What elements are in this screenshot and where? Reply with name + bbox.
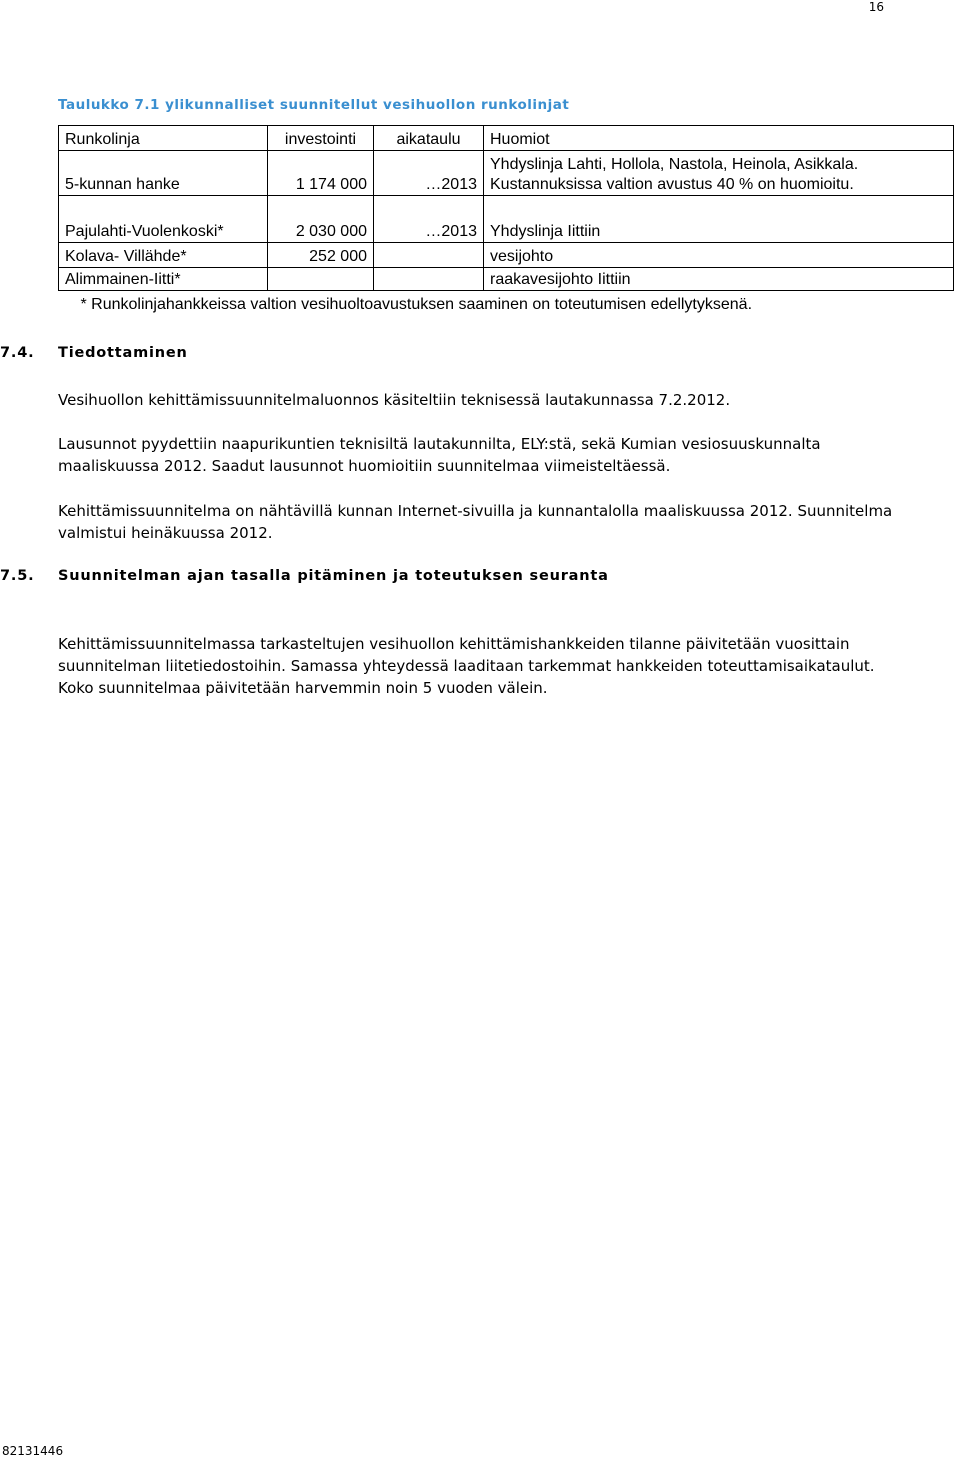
cell-huomiot <box>484 151 954 196</box>
cell-investointi: 252 000 <box>268 243 374 268</box>
header-investointi: investointi <box>268 126 374 151</box>
section-number: 7.4. <box>0 345 35 361</box>
cell-runkolinja: Pajulahti-Vuolenkoski* <box>59 196 268 243</box>
paragraph: Kehittämissuunnitelma on nähtävillä kunnan Internet-sivuilla ja kunnantalolla maaliskuussa 2012. Suunnitelma valmistui heinäkuussa 2012. <box>58 502 893 542</box>
cell-runkolinja: 5-kunnan hanke <box>59 151 268 196</box>
section-heading-7-5 <box>0 568 609 584</box>
table-row <box>59 268 954 291</box>
paragraph: Vesihuollon kehittämissuunnitelmaluonnos käsiteltiin teknisessä lautakunnassa 7.2.2012. <box>58 391 731 409</box>
paragraph: Lausunnot pyydettiin naapurikuntien teknisiltä lautakunnilta, ELY:stä, sekä Kumian vesiosuuskunnalta maaliskuussa 2012. Saadut lausunnot huomioitiin suunnitelmaa viimeisteltäessä. <box>58 435 821 475</box>
cell-huomiot: raakavesijohto Iittiin <box>484 268 954 291</box>
section-title: Tiedottaminen <box>58 345 188 361</box>
runkolinjat-table <box>58 125 954 315</box>
cell-investointi: 2 030 000 <box>268 196 374 243</box>
cell-runkolinja: Alimmainen-Iitti* <box>59 268 268 291</box>
section-number: 7.5. <box>0 568 35 584</box>
cell-investointi <box>268 268 374 291</box>
page-number: 16 <box>868 0 884 14</box>
table-caption: Taulukko 7.1 ylikunnalliset suunnitellut vesihuollon runkolinjat <box>58 97 570 113</box>
table-footnote-row <box>59 291 954 316</box>
cell-investointi: 1 174 000 <box>268 151 374 196</box>
cell-aikataulu <box>374 243 484 268</box>
cell-aikataulu <box>374 268 484 291</box>
cell-aikataulu: …2013 <box>374 151 484 196</box>
table-footnote: * Runkolinjahankkeissa valtion vesihuoltoavustuksen saaminen on toteutumisen edellytyksenä. <box>80 296 753 313</box>
table-row <box>59 243 954 268</box>
header-aikataulu: aikataulu <box>374 126 484 151</box>
header-huomiot: Huomiot <box>484 126 954 151</box>
table-header-row <box>59 126 954 151</box>
table-row <box>59 196 954 243</box>
cell-aikataulu: …2013 <box>374 196 484 243</box>
header-runkolinja: Runkolinja <box>59 126 268 151</box>
paragraph: Kehittämissuunnitelmassa tarkasteltujen vesihuollon kehittämishankkeiden tilanne päivitetään vuosittain suunnitelman liitetiedostoihin. Samassa yhteydessä laaditaan tarkemmat hankkeiden toteuttamisaikataulut. Koko suunnitelmaa päivitetään harvemmin noin 5 vuoden välein. <box>58 635 875 697</box>
document-id: 82131446 <box>2 1444 64 1458</box>
cell-huomiot-line-2: Kustannuksissa valtion avustus 40 % on huomioitu. <box>490 176 854 193</box>
table-row <box>59 151 954 196</box>
cell-runkolinja: Kolava- Villähde* <box>59 243 268 268</box>
cell-huomiot: Yhdyslinja Iittiin <box>484 196 954 243</box>
section-title: Suunnitelman ajan tasalla pitäminen ja toteutuksen seuranta <box>58 568 609 584</box>
cell-huomiot: vesijohto <box>484 243 954 268</box>
cell-huomiot-line-1: Yhdyslinja Lahti, Hollola, Nastola, Heinola, Asikkala. <box>490 156 859 173</box>
section-heading-7-4 <box>0 345 188 361</box>
